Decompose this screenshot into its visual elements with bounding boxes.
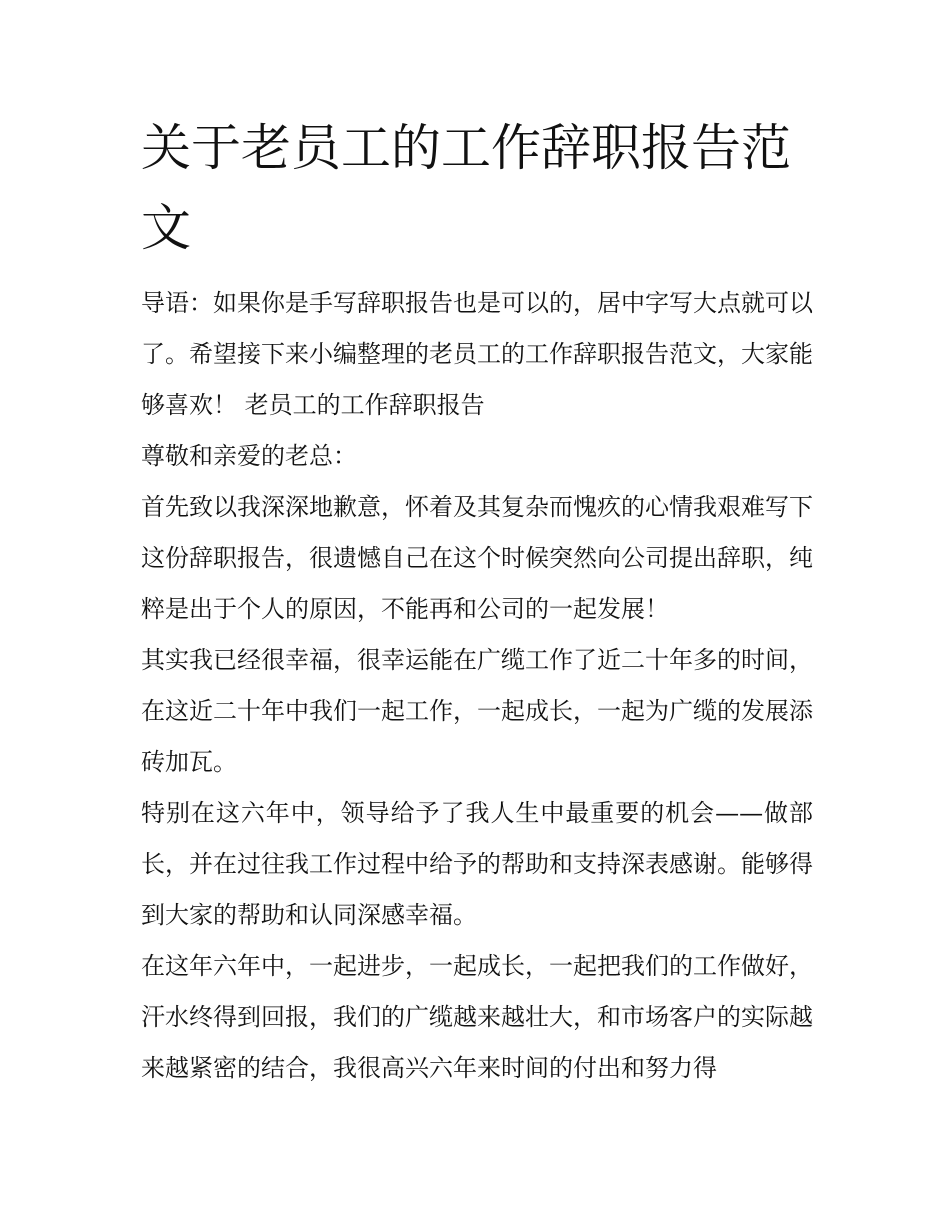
paragraph-intro: 导语：如果你是手写辞职报告也是可以的，居中字写大点就可以了。希望接下来小编整理的老员工的工作辞职报告范文，大家能够喜欢！ 老员工的工作辞职报告 xyxy=(141,289,813,419)
paragraph-gratitude: 其实我已经很幸福，很幸运能在广缆工作了近二十年多的时间，在这近二十年中我们一起工作，一起成长，一起为广缆的发展添砖加瓦。 xyxy=(141,646,813,776)
document-title: 关于老员工的工作辞职报告范文 xyxy=(141,119,791,257)
paragraph-opportunity: 特别在这六年中，领导给予了我人生中最重要的机会——做部长，并在过往我工作过程中给予的帮助和支持深表感谢。能够得到大家的帮助和认同深感幸福。 xyxy=(141,799,813,929)
paragraph-apology: 首先致以我深深地歉意，怀着及其复杂而愧疚的心情我艰难写下这份辞职报告，很遗憾自己在这个时候突然向公司提出辞职，纯粹是出于个人的原因，不能再和公司的一起发展！ xyxy=(141,493,813,623)
paragraph-salutation: 尊敬和亲爱的老总： xyxy=(141,442,357,470)
paragraph-growth: 在这年六年中，一起进步，一起成长，一起把我们的工作做好，汗水终得到回报，我们的广缆越来越壮大，和市场客户的实际越来越紧密的结合，我很高兴六年来时间的付出和努力得 xyxy=(141,952,813,1082)
document-body xyxy=(141,108,813,1094)
